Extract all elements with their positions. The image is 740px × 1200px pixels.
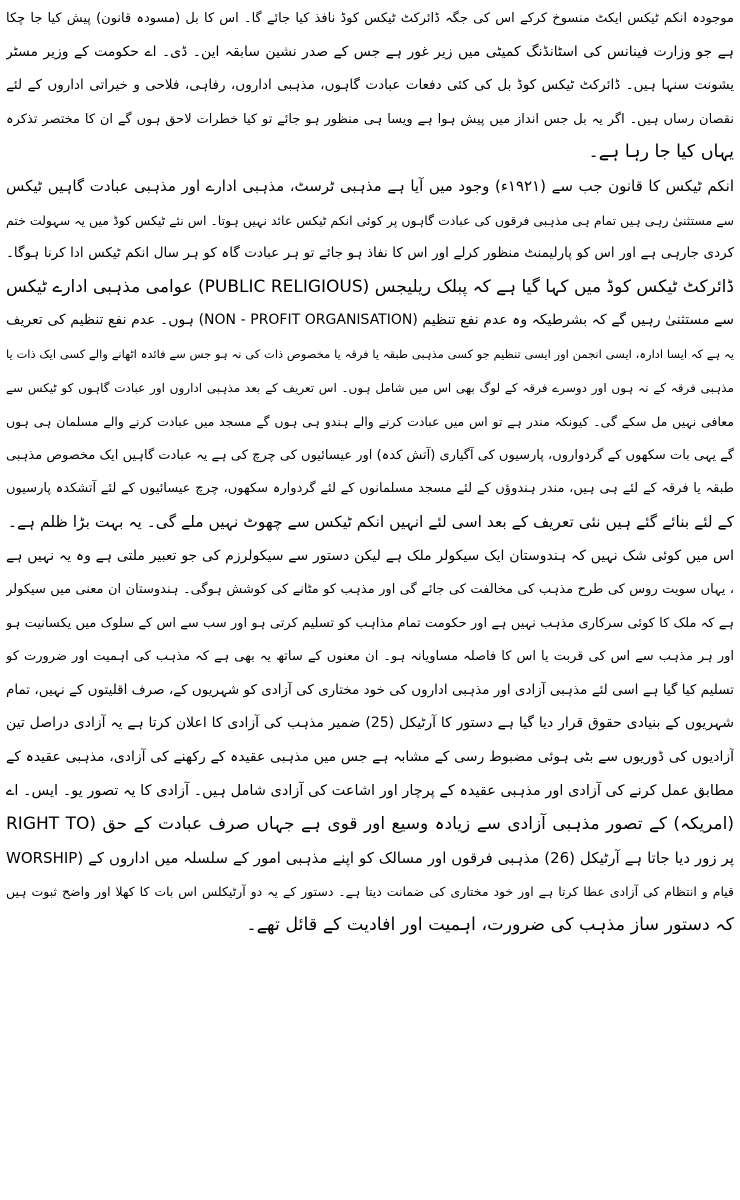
text-line: مذہبی فرقہ کے نہ ہوں اور دوسرے فرقہ کے لوگ بھی اس میں شامل ہوں۔ اس تعریف کے بعد مذہبی اداروں اور عبادت گاہوں کو ٹیکس سے [6, 380, 734, 395]
text-line: کے لئے بنائے گئے ہیں نئی تعریف کے بعد اسی لئے انہیں انکم ٹیکس سے چھوٹ نہیں ملے گی۔ یہ بہت بڑا ظلم ہے۔ [7, 512, 734, 531]
text-line: یہ ہے کہ ایسا ادارہ، ایسی انجمن اور ایسی تنظیم جو کسی مذہبی طبقہ یا فرقہ یا مخصوص ذات کی نہ ہو جس سے فائدہ اٹھانے والے کسی ایک ذات یا [6, 346, 734, 361]
text-line: اور ہر مذہب سے اس کی قربت یا اس کا فاصلہ مساویانہ ہو۔ ان معنوں کے ساتھ یہ بھی ہے کہ مذہب کی اہمیت اور ضرورت کو [6, 649, 734, 665]
text-line: موجودہ انکم ٹیکس ایکٹ منسوخ کرکے اس کی جگہ ڈائرکٹ ٹیکس کوڈ نافذ کیا جائے گا۔ اس کا بل (مسودہ قانون) پیش کیا جا چکا [6, 11, 734, 26]
text-line: مطابق عمل کرنے کی آزادی اور مذہبی عقیدہ کے پرچار اور اشاعت کی آزادی شامل ہیں۔ آزادی کا یہ تصور یو۔ ایس۔ اے [6, 782, 734, 799]
paragraph-secularism [6, 540, 734, 943]
text-line: سے مستثنیٰ رہی ہیں تمام ہی مذہبی فرقوں کی عبادت گاہوں پر کوئی انکم ٹیکس عائد نہیں ہوتا۔ اس نئے ٹیکس کوڈ میں یہ سہولت ختم [6, 212, 734, 228]
text-line: یہاں کیا جا رہا ہے۔ [588, 142, 734, 163]
paragraph-tax-exemption [6, 170, 734, 540]
text-line: اس میں کوئی شک نہیں کہ ہندوستان ایک سیکولر ملک ہے لیکن دستور سے سیکولرزم کی جو تعبیر ملتی ہے وہ یہ نہیں ہے [6, 547, 734, 564]
text-line: نقصان رساں ہیں۔ اگر یہ بل جس انداز میں پیش ہوا ہے ویسا ہی منظور ہو جائے تو کیا خطرات لاحق ہوں گے ان کا مختصر تذکرہ [6, 111, 734, 127]
text-line: WORSHIP) پر زور دیا جاتا ہے آرٹیکل (26) مذہبی فرقوں اور مسالک کو اپنے مذہبی امور کے سلسلہ میں اداروں کے [6, 848, 734, 867]
text-line: کہ دستور ساز مذہب کی ضرورت، اہمیت اور افادیت کے قائل تھے۔ [246, 915, 734, 936]
text-line: گے یہی بات سکھوں کے گردواروں، پارسیوں کی آگیاری (آتش کدہ) اور عیسائیوں کی چرچ کی ہے یہ عبادت گاہیں ایک مخصوص مذہبی [6, 447, 734, 463]
text-line: معافی نہیں مل سکے گی۔ کیونکہ مندر ہے تو اس میں عبادت کرنے والے ہندو ہی ہوں گے مسجد میں عبادت کرنے والے مسلمان ہی ہوں [6, 414, 734, 430]
text-line: ، یہاں سویت روس کی طرح مذہب کی مخالفت کی جائے گی اور مذہب کو مٹانے کی کوشش ہوگی۔ ہندوستان ان معنی میں سیکولر [6, 582, 734, 598]
text-line: کردی جارہی ہے اور اس کو پارلیمنٹ منظور کرلے اور اس کا نفاذ ہو جائے تو ہر عبادت گاہ کو ہر سال انکم ٹیکس ادا کرنا ہوگا۔ [6, 245, 734, 262]
text-line: یشونت سنہا ہیں۔ ڈائرکٹ ٹیکس کوڈ بل کی کئی دفعات عبادت گاہوں، مذہبی اداروں، رفاہی، فلاحی و خیراتی اداروں کے لئے [6, 77, 734, 94]
text-line: شہریوں کے بنیادی حقوق قرار دیا گیا ہے دستور کا آرٹیکل (25) ضمیر مذہب کی آزادی کا اعلان کرتا ہے یہ آزادی دراصل تین [6, 715, 734, 732]
paragraph-direct-tax-code-intro [6, 2, 734, 170]
text-line: (امریکہ) کے تصور مذہبی آزادی سے زیادہ وسیع اور قوی ہے جہاں صرف عبادت کے حق (RIGHT TO [6, 814, 734, 835]
text-line: ڈائرکٹ ٹیکس کوڈ میں کہا گیا ہے کہ پبلک ریلیجس (PUBLIC RELIGIOUS) عوامی مذہبی ادارے ٹیکس [6, 276, 734, 297]
text-line: سے مستثنیٰ رہیں گے کہ بشرطیکہ وہ عدم نفع تنظیم (NON - PROFIT ORGANISATION) ہوں۔ عدم نفع تنظیم کی تعریف [6, 312, 734, 329]
text-line: آزادیوں کی ڈوریوں سے بٹی ہوئی مضبوط رسی کے مشابہ ہے جس میں مذہبی عقیدہ کے رکھنے کی آزادی، مذہبی عقیدہ کے [6, 749, 734, 766]
text-line: تسلیم کیا گیا ہے اسی لئے مذہبی آزادی اور مذہبی اداروں کی خود مختاری کی آزادی کو شہریوں کے، صرف اقلیتوں کے نہیں، تمام [6, 681, 734, 698]
text-line: قیام و انتظام کی آزادی عطا کرتا ہے اور خود مختاری کی ضمانت دیتا ہے۔ دستور کے یہ دو آرٹیکلس اس بات کا کھلا اور واضح ثبوت ہیں [6, 884, 734, 900]
text-line: طبقہ یا فرقہ کے لئے ہی ہیں، مندر ہندوؤں کے لئے مسجد مسلمانوں کے لئے گردوارہ سکھوں، چرچ عیسائیوں کے لئے آتشکدہ پارسیوں [6, 481, 734, 497]
text-line: ہے کہ ملک کا کوئی سرکاری مذہب نہیں ہے اور حکومت تمام مذاہب کو تسلیم کرتی ہو اور سب سے اس کے سلوک میں یکسانیت ہو [6, 615, 734, 631]
text-line: ہے جو وزارت فینانس کی اسٹانڈنگ کمیٹی میں زیر غور ہے جس کے صدر نشین سابقہ این۔ ڈی۔ اے حکومت کے وزیر مسٹر [6, 43, 734, 60]
text-line: انکم ٹیکس کا قانون جب سے (۱۹۲۱ء) وجود میں آیا ہے مذہبی ٹرسٹ، مذہبی ادارے اور مذہبی عبادت گاہیں ٹیکس [6, 176, 734, 195]
